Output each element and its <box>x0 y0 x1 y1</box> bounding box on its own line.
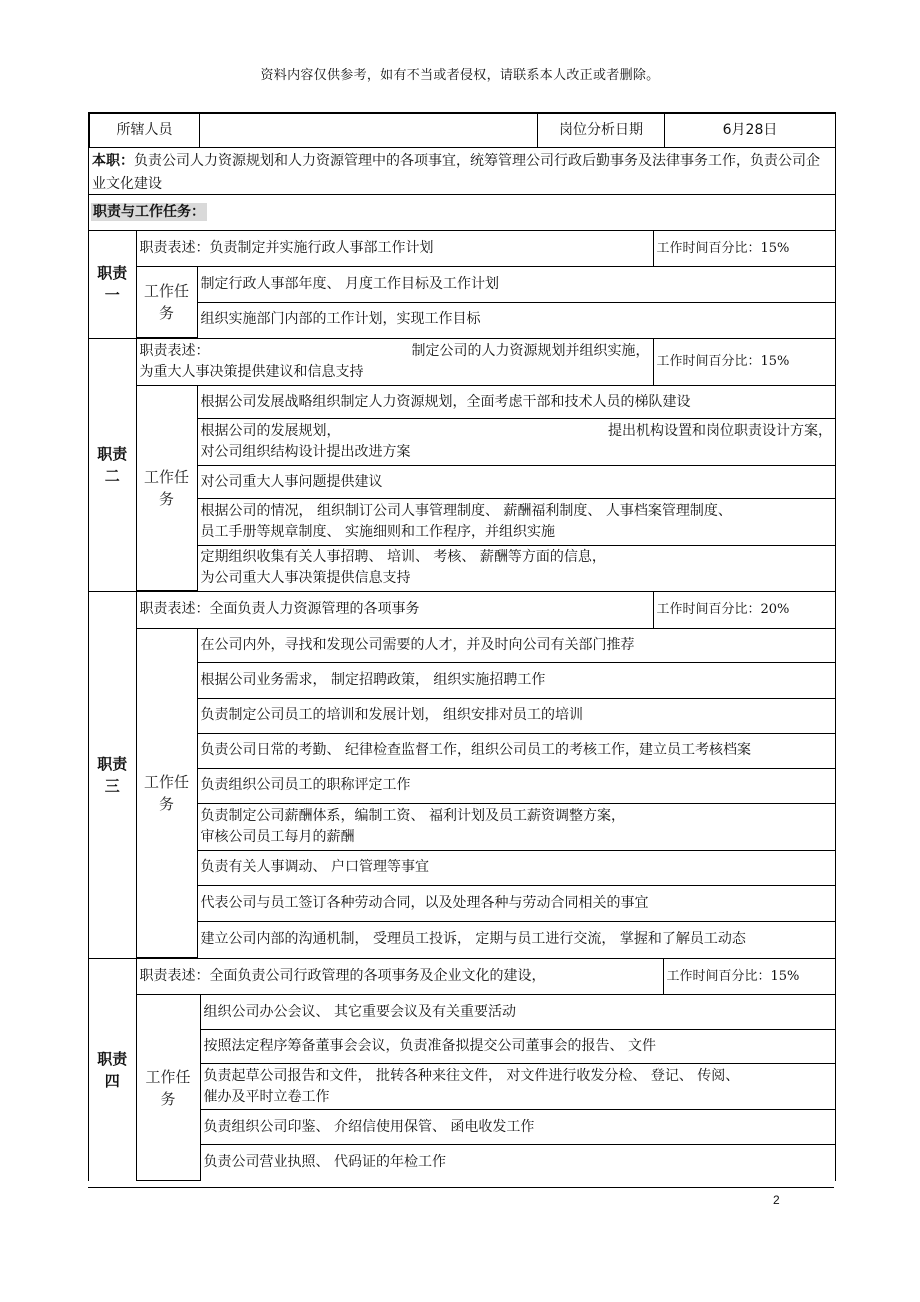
task-text: 提出机构设置和岗位职责设计方案， <box>608 423 832 439</box>
duty-percent: 工作时间百分比：15% <box>653 339 835 386</box>
task-label: 工作任务 <box>136 628 197 957</box>
duty-percent: 工作时间百分比：15% <box>653 231 835 266</box>
task-item: 负责公司营业执照、 代码证的年检工作 <box>200 1145 835 1181</box>
duty-label: 职责一 <box>89 231 136 337</box>
statement-mid: 制定公司的人力资源规划并组织实施， <box>411 342 650 359</box>
duty-block-3 <box>89 592 835 959</box>
duty-statement: 职责表述：全面负责人力资源管理的各项事务 <box>136 592 653 628</box>
task-item: 根据公司业务需求， 制定招聘政策， 组织实施招聘工作 <box>197 662 835 698</box>
task-item <box>200 1064 835 1110</box>
task-item: 代表公司与员工签订各种劳动合同，以及处理各种与劳动合同相关的事宜 <box>197 885 835 921</box>
task-text: 负责起草公司报告和文件， 批转各种来往文件， 对文件进行收发分检、 登记、 传阅、 <box>203 1067 740 1084</box>
task-item <box>197 499 835 546</box>
duty-label: 职责三 <box>89 592 136 957</box>
duty-block-4 <box>89 959 835 1182</box>
duty-statement: 职责表述：负责制定并实施行政人事部工作计划 <box>136 231 653 266</box>
task-item: 在公司内外，寻找和发现公司需要的人才，并及时向公司有关部门推荐 <box>197 628 835 662</box>
statement-rest: 为重大人事决策提供建议和信息支持 <box>139 363 364 380</box>
task-item <box>197 419 835 466</box>
analysis-date-value: 6月28日 <box>665 114 836 148</box>
task-text: 对公司组织结构设计提出改进方案 <box>200 444 411 460</box>
page-bottom-rule <box>88 1187 834 1188</box>
duty-block-1 <box>89 231 835 339</box>
task-text: 催办及平时立卷工作 <box>203 1088 330 1105</box>
duty-label: 职责二 <box>89 339 136 591</box>
task-item: 制定行政人事部年度、 月度工作目标及工作计划 <box>197 266 835 302</box>
job-summary <box>89 148 835 195</box>
task-text: 审核公司员工每月的薪酬 <box>200 828 355 845</box>
duty-percent: 工作时间百分比：15% <box>663 959 835 995</box>
task-text: 为公司重大人事决策提供信息支持 <box>200 570 411 587</box>
duty-statement <box>136 339 653 386</box>
analysis-date-label: 岗位分析日期 <box>538 114 665 148</box>
task-item: 负责组织公司员工的职称评定工作 <box>197 768 835 803</box>
task-item: 负责组织公司印鉴、 介绍信使用保管、 函电收发工作 <box>200 1110 835 1145</box>
duty-statement: 职责表述：全面负责公司行政管理的各项事务及企业文化的建设， <box>136 959 663 995</box>
task-item <box>197 546 835 591</box>
summary-text: 负责公司人力资源规划和人力资源管理中的各项事宜，统筹管理公司行政后勤事务及法律事务工作，负责公司企业文化建设 <box>92 153 820 192</box>
statement-prefix: 职责表述： <box>139 342 210 359</box>
summary-label: 本职： <box>92 153 134 169</box>
task-text: 根据公司的发展规划， <box>200 423 341 439</box>
task-item: 组织实施部门内部的工作计划，实现工作目标 <box>197 302 835 337</box>
task-item: 按照法定程序筹备董事会会议，负责准备拟提交公司董事会的报告、 文件 <box>200 1030 835 1064</box>
section-title-text: 职责与工作任务： <box>93 204 205 220</box>
task-item: 根据公司发展战略组织制定人力资源规划，全面考虑干部和技术人员的梯队建设 <box>197 386 835 419</box>
page-number: 2 <box>773 1193 780 1207</box>
task-item: 对公司重大人事问题提供建议 <box>197 466 835 499</box>
header-row <box>89 113 835 148</box>
duty-label: 职责四 <box>89 959 136 1181</box>
task-item: 组织公司办公会议、 其它重要会议及有关重要活动 <box>200 995 835 1030</box>
task-text: 根据公司的情况， 组织制订公司人事管理制度、 薪酬福利制度、 人事档案管理制度、 <box>200 503 732 519</box>
duty-block-2 <box>89 339 835 593</box>
task-text: 负责制定公司薪酬体系，编制工资、 福利计划及员工薪资调整方案， <box>200 807 625 824</box>
duty-percent: 工作时间百分比：20% <box>653 592 835 628</box>
task-label: 工作任务 <box>136 995 200 1181</box>
task-text: 定期组织收集有关人事招聘、 培训、 考核、 薪酬等方面的信息， <box>200 549 606 566</box>
staff-value <box>200 114 538 148</box>
task-item: 负责制定公司员工的培训和发展计划， 组织安排对员工的培训 <box>197 698 835 733</box>
task-item <box>197 803 835 850</box>
task-label: 工作任务 <box>136 386 197 591</box>
staff-label: 所辖人员 <box>90 114 200 148</box>
task-item: 负责公司日常的考勤、 纪律检查监督工作，组织公司员工的考核工作，建立员工考核档案 <box>197 733 835 768</box>
task-label: 工作任务 <box>136 266 197 337</box>
disclaimer-text: 资料内容仅供参考，如有不当或者侵权，请联系本人改正或者删除。 <box>260 68 660 83</box>
section-title <box>89 195 835 231</box>
task-item: 建立公司内部的沟通机制， 受理员工投诉， 定期与员工进行交流， 掌握和了解员工动态 <box>197 921 835 957</box>
job-description-form <box>88 112 836 1181</box>
task-item: 负责有关人事调动、 户口管理等事宜 <box>197 850 835 885</box>
task-text: 员工手册等规章制度、 实施细则和工作程序，并组织实施 <box>200 524 555 540</box>
